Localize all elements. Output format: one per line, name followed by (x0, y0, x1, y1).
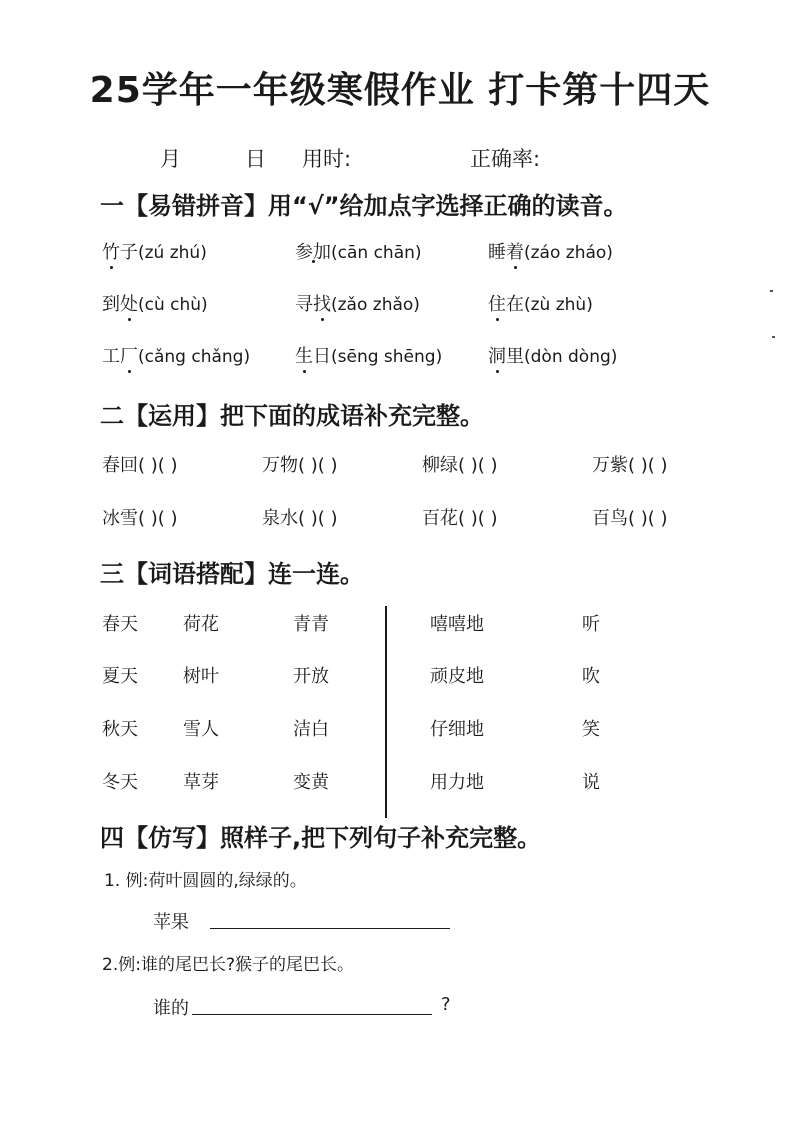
match-word[interactable]: 洁白 (293, 719, 329, 740)
word-char: 加 (313, 242, 331, 263)
idiom-item[interactable]: 万紫( )( ) (592, 455, 668, 476)
word-char: 日 (313, 346, 331, 367)
match-word[interactable]: 冬天 (102, 772, 138, 793)
pinyin-options[interactable]: (záo zháo) (524, 243, 613, 263)
example-1: 1. 例:荷叶圆圆的,绿绿的。 (104, 871, 307, 891)
match-word[interactable]: 草芽 (183, 772, 219, 793)
pinyin-word (102, 242, 138, 263)
word-char: 在 (506, 294, 524, 315)
day-label: 日 (245, 147, 266, 171)
word-char: 寻 (295, 294, 313, 315)
pinyin-item (102, 342, 250, 368)
pinyin-item (488, 290, 593, 316)
pinyin-options[interactable]: (cǎng chǎng) (138, 347, 251, 367)
pinyin-word (488, 294, 524, 315)
pinyin-item (295, 342, 442, 368)
section1-heading: 一【易错拼音】用“√”给加点字选择正确的读音。 (100, 192, 628, 220)
dotted-char: 住 (488, 290, 506, 316)
example-2: 2.例:谁的尾巴长?猴子的尾巴长。 (102, 955, 354, 975)
pinyin-word (295, 346, 331, 367)
pinyin-word (295, 294, 331, 315)
scan-speck (772, 336, 775, 338)
pinyin-word (295, 242, 331, 263)
idiom-item[interactable]: 冰雪( )( ) (102, 508, 178, 529)
match-word[interactable]: 雪人 (183, 719, 219, 740)
pinyin-item (295, 238, 422, 264)
match-word[interactable]: 秋天 (102, 719, 138, 740)
idiom-item[interactable]: 百花( )( ) (422, 508, 498, 529)
dotted-char: 找 (313, 290, 331, 316)
match-word[interactable]: 夏天 (102, 666, 138, 687)
idiom-item[interactable]: 柳绿( )( ) (422, 455, 498, 476)
idiom-item[interactable]: 泉水( )( ) (262, 508, 338, 529)
word-char: 睡 (488, 242, 506, 263)
match-word[interactable]: 树叶 (183, 666, 219, 687)
pinyin-options[interactable]: (dòn dòng) (524, 347, 618, 367)
answer-2-prompt: 谁的 (153, 998, 189, 1019)
pinyin-options[interactable]: (zù zhù) (524, 295, 593, 315)
column-divider (385, 606, 387, 818)
match-word[interactable]: 用力地 (430, 772, 484, 793)
pinyin-options[interactable]: (zǎo zhǎo) (331, 295, 420, 315)
section3-heading: 三【词语搭配】连一连。 (100, 560, 364, 588)
word-char: 参 (295, 242, 313, 263)
pinyin-item (488, 238, 613, 264)
pinyin-word (102, 294, 138, 315)
match-word[interactable]: 仔细地 (430, 719, 484, 740)
match-word[interactable]: 开放 (293, 666, 329, 687)
pinyin-options[interactable]: (cān chān) (331, 243, 422, 263)
match-word[interactable]: 荷花 (183, 614, 219, 635)
dotted-char: 厂 (120, 342, 138, 368)
scan-speck (770, 290, 773, 292)
pinyin-word (102, 346, 138, 367)
dotted-char: 洞 (488, 342, 506, 368)
pinyin-item (488, 342, 617, 368)
idiom-item[interactable]: 万物( )( ) (262, 455, 338, 476)
word-char: 工 (102, 346, 120, 367)
match-word[interactable]: 说 (582, 772, 600, 793)
word-char: 子 (120, 242, 138, 263)
dotted-char: 着 (506, 238, 524, 264)
answer-2-end: ? (441, 994, 451, 1015)
pinyin-item (102, 290, 208, 316)
section4-heading: 四【仿写】照样子,把下列句子补充完整。 (100, 824, 542, 852)
pinyin-item (102, 238, 207, 264)
accuracy-label: 正确率: (470, 147, 541, 171)
word-char: 里 (506, 346, 524, 367)
pinyin-word (488, 242, 524, 263)
word-char: 到 (102, 294, 120, 315)
match-word[interactable]: 青青 (293, 614, 329, 635)
match-word[interactable]: 听 (582, 614, 600, 635)
answer-1-prompt: 苹果 (153, 912, 189, 933)
section2-heading: 二【运用】把下面的成语补充完整。 (100, 402, 484, 430)
time-label: 用时: (302, 147, 352, 171)
idiom-item[interactable]: 百鸟( )( ) (592, 508, 668, 529)
match-word[interactable]: 吹 (582, 666, 600, 687)
dotted-char: 处 (120, 290, 138, 316)
dotted-char: 生 (295, 342, 313, 368)
page-title: 25学年一年级寒假作业 打卡第十四天 (89, 70, 711, 111)
answer-2-line[interactable] (192, 1014, 432, 1015)
match-word[interactable]: 春天 (102, 614, 138, 635)
pinyin-word (488, 346, 524, 367)
match-word[interactable]: 笑 (582, 719, 600, 740)
pinyin-item (295, 290, 420, 316)
pinyin-options[interactable]: (zú zhú) (138, 243, 207, 263)
idiom-item[interactable]: 春回( )( ) (102, 455, 178, 476)
month-label: 月 (160, 147, 181, 171)
match-word[interactable]: 顽皮地 (430, 666, 484, 687)
dotted-char: 竹 (102, 238, 120, 264)
match-word[interactable]: 变黄 (293, 772, 329, 793)
pinyin-options[interactable]: (sēng shēng) (331, 347, 443, 367)
match-word[interactable]: 嘻嘻地 (430, 614, 484, 635)
pinyin-options[interactable]: (cù chù) (138, 295, 208, 315)
answer-1-line[interactable] (210, 928, 450, 929)
